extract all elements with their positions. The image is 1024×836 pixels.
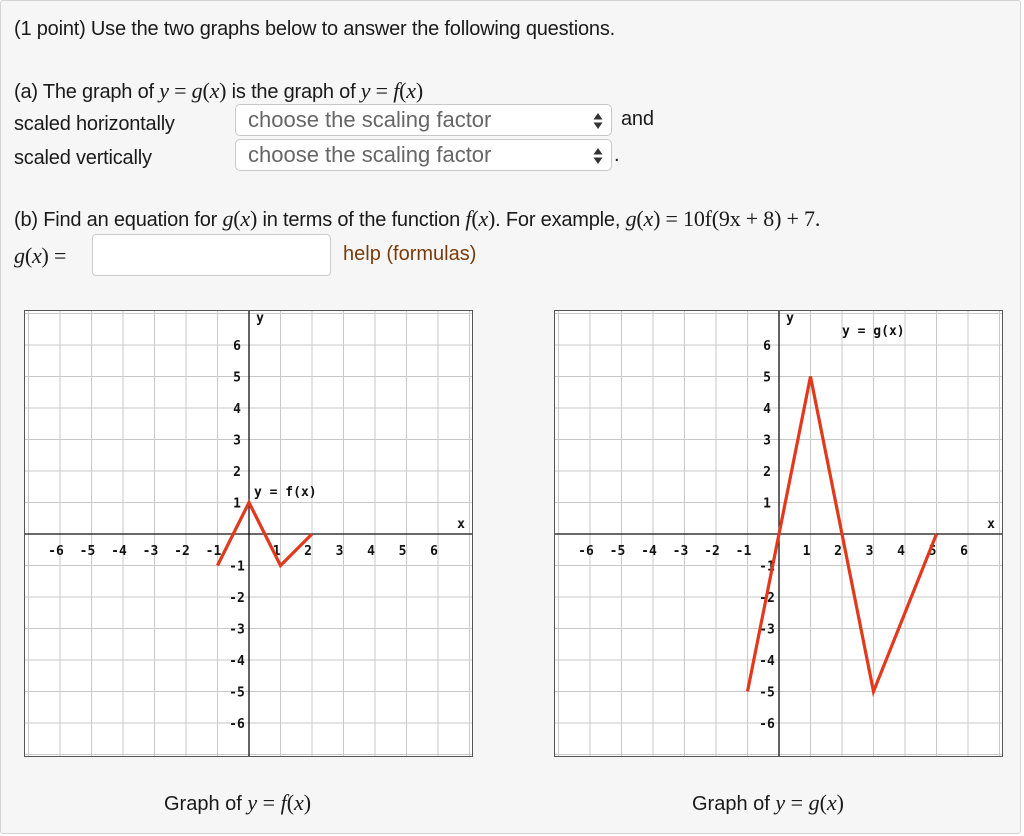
graph-g [554,310,1003,757]
graph-f-x-tick-label: -1 [205,544,222,559]
graph-g-x-axis-label: x [987,517,995,532]
answer-input[interactable] [92,234,331,276]
graph-f-y-axis-label: y [256,311,264,326]
graph-g-x-tick-label: -5 [609,544,626,559]
graph-f-caption: Graph of y = f(x) [164,790,312,815]
graph-g-y-tick-label: 5 [763,370,771,386]
and-text: and [621,108,654,130]
graph-g-y-tick-label: -6 [759,717,775,732]
graph-g-y-tick-label: -4 [759,654,775,669]
part-b-mid: in terms of the function [262,209,461,231]
graph-g-x-tick-label: 3 [865,544,874,559]
part-b-heading: (b) Find an equation for g(x) in terms of the function f(x). For example, g(x) = 10f(9x + 8) + 7. [14,206,821,231]
graph-f-y-tick-label: 2 [233,465,241,480]
graph-g-y-tick-label: 6 [763,339,771,354]
graph-f-y-tick-label: 1 [233,496,241,512]
graph-f-curve-label: y = f(x) [254,485,317,500]
vertical-scale-value: choose the scaling factor [248,142,492,167]
graph-g-y-axis-label: y [786,311,794,326]
graph-g-y-tick-label: 3 [763,433,771,449]
graph-f-y-tick-label: 3 [233,433,241,449]
graph-f-x-tick-label: -4 [111,544,127,559]
scaled-vertically-label: scaled vertically [14,147,152,169]
graph-g-x-tick-label: -2 [704,544,720,559]
graph-g-y-tick-label: 1 [763,496,771,512]
graph-f [24,310,473,757]
graph-g-y-tick-label: -1 [759,559,775,575]
graph-f-x-tick-label: -2 [174,544,190,559]
graph-f-x-tick-label: 2 [304,544,312,559]
period-text: . [614,144,620,166]
part-b-prefix: (b) Find an equation for [14,209,218,231]
graph-g-y-tick-label: 4 [763,402,771,417]
graph-f-x-tick-label: 3 [335,544,344,559]
part-a-heading: (a) The graph of y = g(x) is the graph of y = f(x) [14,78,423,103]
graph-g-x-tick-label: -4 [641,544,657,559]
graph-f-y-tick-label: -3 [229,622,245,638]
graph-g-x-tick-label: 6 [960,544,968,559]
graph-g-x-tick-label: -6 [578,544,594,559]
graph-g-x-tick-label: -1 [735,544,752,559]
graph-f-y-tick-label: -5 [229,685,245,701]
part-b-example-prefix: . For example, [495,209,621,231]
graph-f-y-tick-label: -6 [229,717,245,732]
graph-g-x-tick-label: 5 [928,544,937,559]
graph-g-y-tick-label: -3 [759,622,775,638]
problem-intro: (1 point) Use the two graphs below to answer the following questions. [14,18,615,40]
graph-f-x-tick-label: 5 [398,544,407,559]
graph-f-x-tick-label: 6 [430,544,438,559]
graph-f-y-tick-label: -2 [229,591,245,606]
graph-f-y-tick-label: 5 [233,370,241,386]
graph-f-y-tick-label: 6 [233,339,241,354]
scaled-horizontally-label: scaled horizontally [14,113,175,135]
graph-f-x-tick-label: -6 [48,544,64,559]
graph-g-x-tick-label: 4 [897,544,905,559]
vertical-scale-select[interactable] [235,139,612,171]
graph-f-x-tick-label: -5 [79,544,96,559]
horizontal-scale-select[interactable] [235,104,612,136]
select-updown-icon [593,112,603,130]
graph-f-x-axis-label: x [457,517,465,532]
graph-g-caption: Graph of y = g(x) [692,790,844,815]
example-equation: = 10f(9x + 8) + 7. [665,206,821,231]
part-a-prefix: (a) The graph of [14,81,154,103]
answer-label: g(x) = [14,243,67,268]
graph-g-x-tick-label: 2 [834,544,842,559]
graph-f-y-tick-label: -4 [229,654,245,669]
graph-f-y-tick-label: 4 [233,402,241,417]
graph-f-x-tick-label: -3 [142,544,159,559]
graph-g-y-tick-label: -2 [759,591,775,606]
graph-f-y-tick-label: -1 [229,559,245,575]
graph-f-x-tick-label: 1 [272,544,281,559]
help-formulas-link[interactable]: help (formulas) [343,243,477,265]
graph-g-x-tick-label: -3 [672,544,689,559]
graph-g-curve-label: y = g(x) [842,324,905,339]
graph-g-x-tick-label: 1 [802,544,811,559]
graph-f-x-tick-label: 4 [367,544,375,559]
part-a-mid: is the graph of [231,81,356,103]
horizontal-scale-value: choose the scaling factor [248,107,492,132]
graph-g-y-tick-label: -5 [759,685,775,701]
select-updown-icon [593,147,603,165]
graph-g-y-tick-label: 2 [763,465,771,480]
